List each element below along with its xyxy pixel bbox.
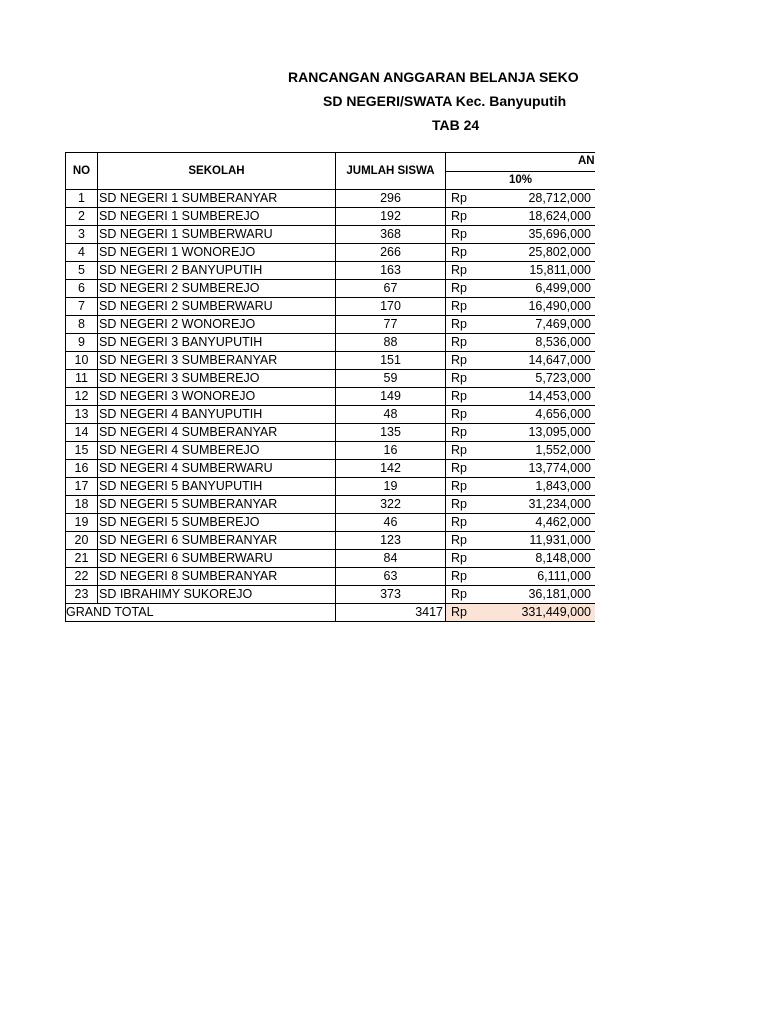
row-sekolah: SD NEGERI 1 WONOREJO (98, 244, 336, 262)
row-jumlah-siswa: 123 (336, 532, 446, 550)
row-sekolah: SD IBRAHIMY SUKOREJO (98, 586, 336, 604)
grand-total-label: GRAND TOTAL (66, 604, 98, 622)
table-row (66, 244, 596, 262)
row-jumlah-siswa: 59 (336, 370, 446, 388)
row-currency: Rp (446, 316, 476, 334)
row-currency: Rp (446, 388, 476, 406)
table-row (66, 424, 596, 442)
row-amount: 6,499,000 (476, 280, 596, 298)
grand-total-currency: Rp (446, 604, 476, 622)
row-currency: Rp (446, 424, 476, 442)
row-no: 5 (66, 262, 98, 280)
table-row (66, 514, 596, 532)
budget-table-container (65, 152, 595, 626)
row-currency: Rp (446, 568, 476, 586)
row-jumlah-siswa: 77 (336, 316, 446, 334)
row-jumlah-siswa: 67 (336, 280, 446, 298)
budget-table (65, 152, 595, 622)
row-sekolah: SD NEGERI 8 SUMBERANYAR (98, 568, 336, 586)
row-jumlah-siswa: 19 (336, 478, 446, 496)
table-row (66, 280, 596, 298)
row-no: 7 (66, 298, 98, 316)
row-currency: Rp (446, 298, 476, 316)
row-sekolah: SD NEGERI 1 SUMBERWARU (98, 226, 336, 244)
row-currency: Rp (446, 334, 476, 352)
row-amount: 1,843,000 (476, 478, 596, 496)
table-body (66, 190, 596, 604)
row-sekolah: SD NEGERI 5 SUMBEREJO (98, 514, 336, 532)
row-sekolah: SD NEGERI 4 SUMBERWARU (98, 460, 336, 478)
row-sekolah: SD NEGERI 4 SUMBERANYAR (98, 424, 336, 442)
table-row (66, 316, 596, 334)
table-row (66, 226, 596, 244)
table-row (66, 406, 596, 424)
row-sekolah: SD NEGERI 4 BANYUPUTIH (98, 406, 336, 424)
row-jumlah-siswa: 151 (336, 352, 446, 370)
row-amount: 8,148,000 (476, 550, 596, 568)
table-row (66, 388, 596, 406)
row-jumlah-siswa: 163 (336, 262, 446, 280)
row-jumlah-siswa: 135 (336, 424, 446, 442)
row-jumlah-siswa: 373 (336, 586, 446, 604)
row-sekolah: SD NEGERI 3 BANYUPUTIH (98, 334, 336, 352)
row-jumlah-siswa: 149 (336, 388, 446, 406)
row-no: 9 (66, 334, 98, 352)
row-sekolah: SD NEGERI 1 SUMBERANYAR (98, 190, 336, 208)
row-sekolah: SD NEGERI 6 SUMBERANYAR (98, 532, 336, 550)
row-sekolah: SD NEGERI 6 SUMBERWARU (98, 550, 336, 568)
row-amount: 16,490,000 (476, 298, 596, 316)
row-amount: 28,712,000 (476, 190, 596, 208)
row-amount: 4,656,000 (476, 406, 596, 424)
row-jumlah-siswa: 142 (336, 460, 446, 478)
row-currency: Rp (446, 550, 476, 568)
table-row (66, 478, 596, 496)
row-currency: Rp (446, 478, 476, 496)
row-no: 12 (66, 388, 98, 406)
table-row (66, 190, 596, 208)
row-no: 23 (66, 586, 98, 604)
grand-total-row (66, 604, 596, 622)
row-currency: Rp (446, 586, 476, 604)
row-amount: 15,811,000 (476, 262, 596, 280)
row-currency: Rp (446, 262, 476, 280)
row-amount: 1,552,000 (476, 442, 596, 460)
row-currency: Rp (446, 352, 476, 370)
row-jumlah-siswa: 88 (336, 334, 446, 352)
row-currency: Rp (446, 370, 476, 388)
table-row (66, 370, 596, 388)
table-row (66, 352, 596, 370)
row-jumlah-siswa: 48 (336, 406, 446, 424)
row-amount: 5,723,000 (476, 370, 596, 388)
table-row (66, 298, 596, 316)
row-no: 8 (66, 316, 98, 334)
row-no: 15 (66, 442, 98, 460)
row-sekolah: SD NEGERI 2 WONOREJO (98, 316, 336, 334)
row-amount: 35,696,000 (476, 226, 596, 244)
row-jumlah-siswa: 170 (336, 298, 446, 316)
row-no: 14 (66, 424, 98, 442)
row-amount: 31,234,000 (476, 496, 596, 514)
row-amount: 25,802,000 (476, 244, 596, 262)
row-no: 6 (66, 280, 98, 298)
row-jumlah-siswa: 16 (336, 442, 446, 460)
row-no: 4 (66, 244, 98, 262)
row-sekolah: SD NEGERI 3 SUMBERANYAR (98, 352, 336, 370)
row-sekolah: SD NEGERI 4 SUMBEREJO (98, 442, 336, 460)
row-no: 19 (66, 514, 98, 532)
row-currency: Rp (446, 514, 476, 532)
row-no: 1 (66, 190, 98, 208)
table-row (66, 262, 596, 280)
row-currency: Rp (446, 226, 476, 244)
row-sekolah: SD NEGERI 5 SUMBERANYAR (98, 496, 336, 514)
row-sekolah: SD NEGERI 2 BANYUPUTIH (98, 262, 336, 280)
row-no: 20 (66, 532, 98, 550)
document-tab-label: TAB 24 (432, 117, 480, 133)
row-no: 2 (66, 208, 98, 226)
row-currency: Rp (446, 280, 476, 298)
table-row (66, 586, 596, 604)
row-sekolah: SD NEGERI 2 SUMBEREJO (98, 280, 336, 298)
document-subtitle: SD NEGERI/SWATA Kec. Banyuputih (323, 93, 567, 109)
table-row (66, 334, 596, 352)
row-sekolah: SD NEGERI 2 SUMBERWARU (98, 298, 336, 316)
row-amount: 13,774,000 (476, 460, 596, 478)
row-jumlah-siswa: 84 (336, 550, 446, 568)
row-no: 18 (66, 496, 98, 514)
row-currency: Rp (446, 190, 476, 208)
row-currency: Rp (446, 460, 476, 478)
row-amount: 13,095,000 (476, 424, 596, 442)
row-jumlah-siswa: 296 (336, 190, 446, 208)
row-jumlah-siswa: 322 (336, 496, 446, 514)
row-no: 21 (66, 550, 98, 568)
row-no: 11 (66, 370, 98, 388)
row-amount: 14,453,000 (476, 388, 596, 406)
row-no: 3 (66, 226, 98, 244)
header-no: NO (66, 153, 98, 190)
row-sekolah: SD NEGERI 3 SUMBEREJO (98, 370, 336, 388)
row-amount: 4,462,000 (476, 514, 596, 532)
row-amount: 11,931,000 (476, 532, 596, 550)
table-row (66, 550, 596, 568)
row-no: 16 (66, 460, 98, 478)
row-amount: 8,536,000 (476, 334, 596, 352)
row-currency: Rp (446, 496, 476, 514)
row-jumlah-siswa: 192 (336, 208, 446, 226)
row-jumlah-siswa: 266 (336, 244, 446, 262)
row-currency: Rp (446, 442, 476, 460)
row-currency: Rp (446, 532, 476, 550)
row-currency: Rp (446, 244, 476, 262)
row-amount: 7,469,000 (476, 316, 596, 334)
header-sekolah: SEKOLAH (98, 153, 336, 190)
row-amount: 36,181,000 (476, 586, 596, 604)
row-no: 17 (66, 478, 98, 496)
table-row (66, 496, 596, 514)
row-sekolah: SD NEGERI 5 BANYUPUTIH (98, 478, 336, 496)
row-amount: 6,111,000 (476, 568, 596, 586)
row-jumlah-siswa: 63 (336, 568, 446, 586)
row-currency: Rp (446, 406, 476, 424)
table-row (66, 568, 596, 586)
row-no: 10 (66, 352, 98, 370)
row-currency: Rp (446, 208, 476, 226)
row-jumlah-siswa: 46 (336, 514, 446, 532)
table-row (66, 532, 596, 550)
header-percent: 10% (446, 171, 596, 190)
header-anggaran: AN (446, 153, 596, 172)
row-no: 22 (66, 568, 98, 586)
row-amount: 18,624,000 (476, 208, 596, 226)
row-sekolah: SD NEGERI 3 WONOREJO (98, 388, 336, 406)
row-sekolah: SD NEGERI 1 SUMBEREJO (98, 208, 336, 226)
grand-total-siswa: 3417 (336, 604, 446, 622)
document-title: RANCANGAN ANGGARAN BELANJA SEKO (288, 69, 579, 85)
grand-total-amount: 331,449,000 (476, 604, 596, 622)
table-row (66, 460, 596, 478)
table-row (66, 208, 596, 226)
row-jumlah-siswa: 368 (336, 226, 446, 244)
row-no: 13 (66, 406, 98, 424)
row-amount: 14,647,000 (476, 352, 596, 370)
header-jumlah-siswa: JUMLAH SISWA (336, 153, 446, 190)
table-row (66, 442, 596, 460)
